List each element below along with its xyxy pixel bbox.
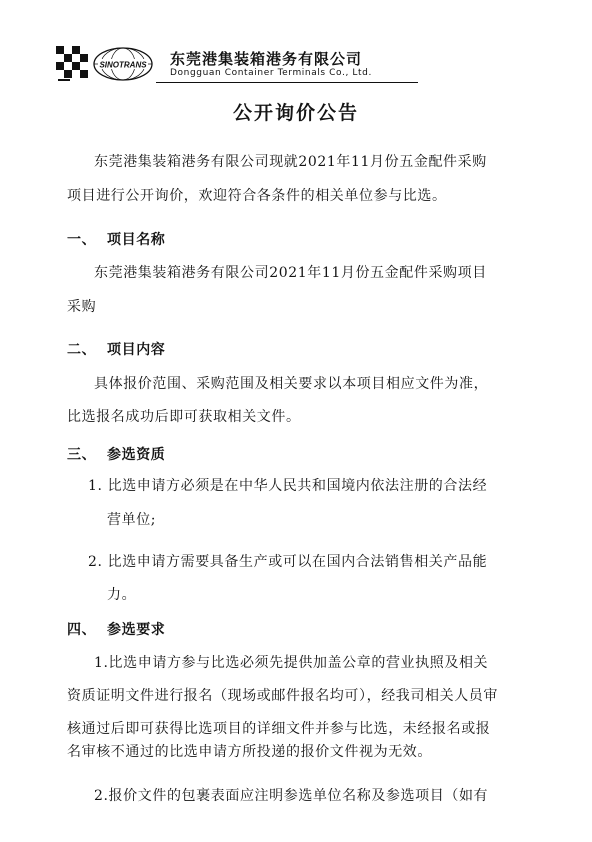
section-2-number: 二、 bbox=[67, 342, 97, 358]
section-1-line-1: 东莞港集装箱港务有限公司2021年11月份五金配件采购项目 bbox=[94, 265, 487, 281]
intro-line-1: 东莞港集装箱港务有限公司现就2021年11月份五金配件采购 bbox=[94, 154, 487, 170]
section-1-heading: 项目名称 bbox=[107, 232, 166, 248]
section-3-item-2-line-2: 力。 bbox=[107, 587, 137, 603]
section-3-item-2-line-1: 2. 比选申请方需要具备生产或可以在国内合法销售相关产品能 bbox=[88, 554, 488, 570]
company-name-cn: 东莞港集装箱港务有限公司 bbox=[170, 50, 363, 68]
section-4-item-2-line-1: 2.报价文件的包裹表面应注明参选单位名称及参选项目（如有 bbox=[94, 788, 489, 804]
section-3-item-1-line-1: 1. 比选申请方必须是在中华人民共和国境内依法注册的合法经 bbox=[88, 478, 488, 494]
page-title: 公开询价公告 bbox=[232, 102, 359, 124]
intro-line-2: 项目进行公开询价，欢迎符合各条件的相关单位参与比选。 bbox=[67, 188, 447, 204]
logo-text: SINOTRANS bbox=[99, 60, 147, 70]
company-name-en: Dongguan Container Terminals Co., Ltd. bbox=[170, 68, 372, 78]
section-3-heading: 参选资质 bbox=[107, 447, 166, 463]
section-4-number: 四、 bbox=[67, 622, 97, 638]
section-4-item-1-line-2: 资质证明文件进行报名（现场或邮件报名均可），经我司相关人员审 bbox=[67, 688, 498, 704]
section-4-heading: 参选要求 bbox=[107, 622, 166, 638]
section-1-line-2: 采购 bbox=[67, 299, 97, 315]
section-4-item-1-line-1: 1.比选申请方参与比选必须先提供加盖公章的营业执照及相关 bbox=[94, 655, 489, 671]
section-1-number: 一、 bbox=[67, 232, 97, 248]
section-4-item-1-line-3: 核通过后即可获得比选项目的详细文件并参与比选，未经报名或报 bbox=[67, 721, 491, 737]
section-3-number: 三、 bbox=[67, 447, 97, 463]
company-logo-blocks bbox=[56, 46, 90, 82]
section-2-line-1: 具体报价范围、采购范围及相关要求以本项目相应文件为准， bbox=[94, 376, 489, 392]
section-2-heading: 项目内容 bbox=[107, 342, 166, 358]
section-2-line-2: 比选报名成功后即可获取相关文件。 bbox=[67, 409, 301, 425]
sinotrans-logo bbox=[92, 44, 154, 84]
letterhead bbox=[56, 44, 546, 84]
section-4-item-1-line-4: 名审核不通过的比选申请方所投递的报价文件视为无效。 bbox=[67, 744, 432, 760]
header-divider bbox=[156, 82, 418, 83]
section-3-item-1-line-2: 营单位; bbox=[107, 512, 157, 528]
